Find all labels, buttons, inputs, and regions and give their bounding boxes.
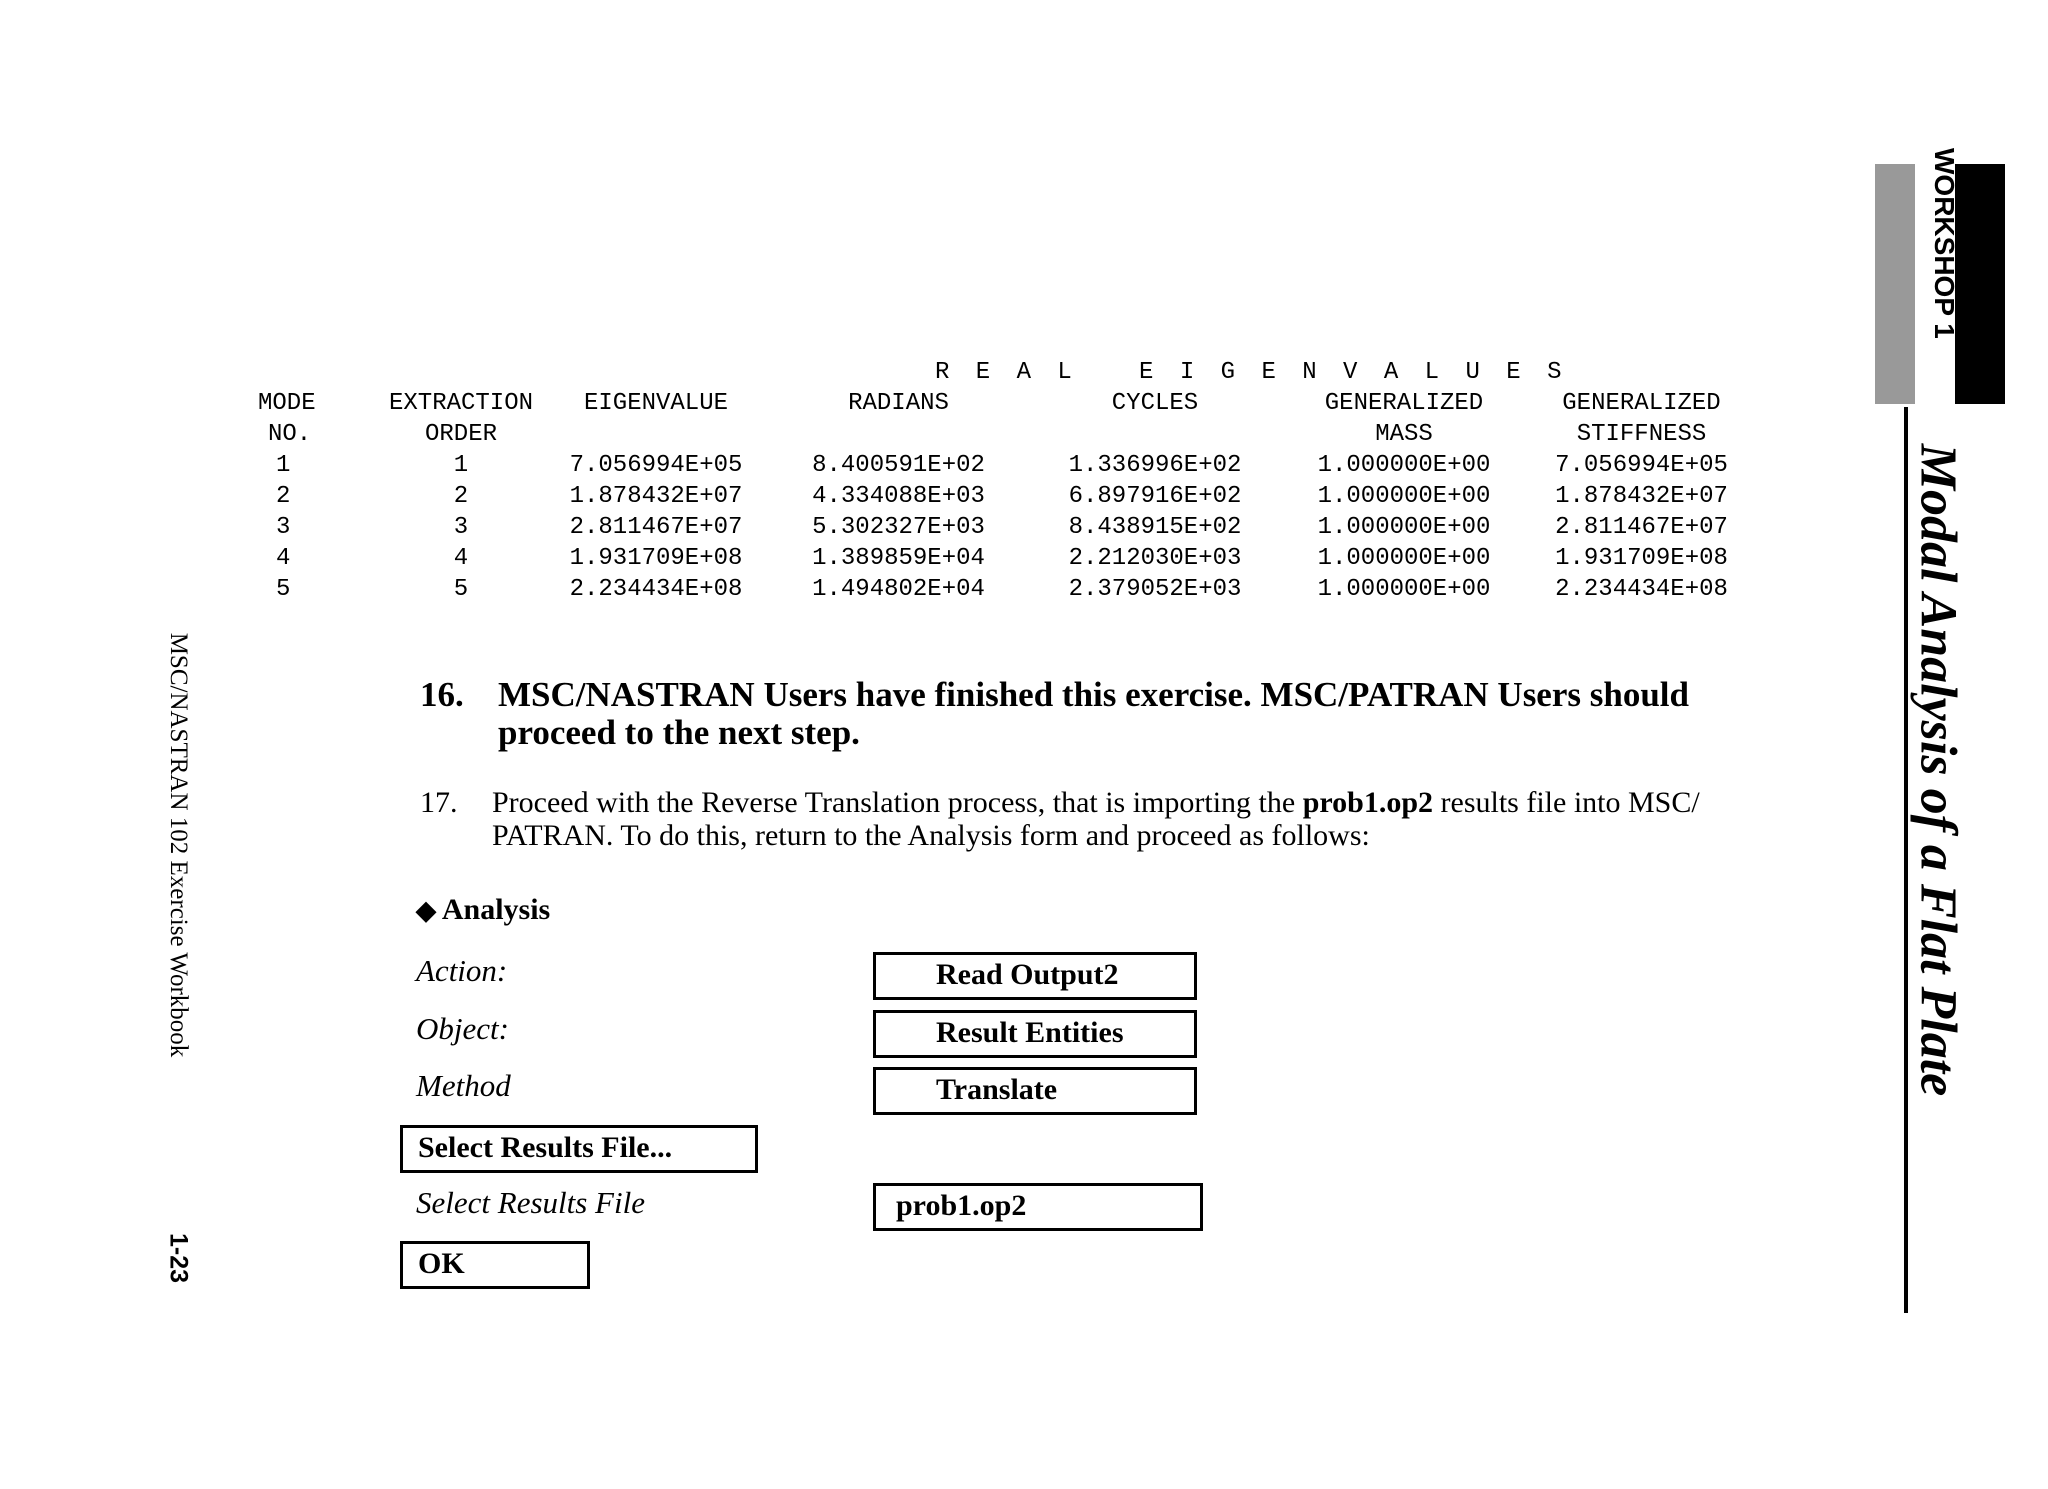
table-cell: 2.811467E+07	[1555, 514, 1728, 541]
table-header-cell	[546, 419, 766, 450]
table-cell: 2.234434E+08	[569, 576, 743, 603]
table-cell: 1.878432E+07	[1555, 483, 1728, 510]
table-row	[256, 481, 1754, 512]
table-cell: 1.000000E+00	[1317, 545, 1491, 572]
action-select[interactable]	[873, 952, 1197, 1000]
table-cell: 5.302327E+03	[812, 514, 985, 541]
table-header-cell: STIFFNESS	[1576, 421, 1707, 448]
results-file-field[interactable]	[873, 1183, 1203, 1231]
table-cell: 2.234434E+08	[1555, 576, 1728, 603]
method-select[interactable]	[873, 1067, 1197, 1115]
table-cell: 7.056994E+05	[1555, 452, 1728, 479]
table-header-cell: RADIANS	[848, 390, 949, 417]
table-row	[256, 543, 1754, 574]
method-label: Method	[416, 1068, 511, 1103]
table-cell: 4.334088E+03	[812, 483, 985, 510]
select-results-file-button-label: Select Results File...	[418, 1131, 673, 1164]
object-label: Object:	[416, 1011, 509, 1046]
table-cell: 3	[453, 514, 469, 541]
analysis-heading-text: Analysis	[441, 893, 551, 926]
table-cell: 4	[276, 545, 291, 572]
method-value: Translate	[936, 1073, 1058, 1106]
table-header-cell: MODE	[258, 390, 316, 417]
table-cell: 1.389859E+04	[812, 545, 985, 572]
table-cell: 7.056994E+05	[569, 452, 743, 479]
table-cell: 1.000000E+00	[1317, 483, 1491, 510]
tab-black-block	[1955, 164, 2005, 404]
table-cell: 3	[276, 514, 291, 541]
table-header-cell	[766, 419, 1031, 450]
table-cell: 2.811467E+07	[569, 514, 743, 541]
tab-gray-block	[1875, 164, 1915, 404]
analysis-heading	[416, 893, 550, 927]
table-cell: 1.000000E+00	[1317, 514, 1491, 541]
table-cell: 1.494802E+04	[812, 576, 985, 603]
table-row	[256, 512, 1754, 543]
select-results-file-button[interactable]	[400, 1125, 758, 1173]
table-cell: 5	[453, 576, 469, 603]
table-header-row	[256, 388, 1754, 419]
vertical-rule	[1904, 407, 1908, 1313]
table-header-cell: NO.	[268, 421, 312, 448]
eigenvalue-table-title: R E A L E I G E N V A L U E S	[935, 359, 1568, 386]
eigenvalue-table	[256, 388, 1754, 605]
page-number: 1-23	[164, 1232, 193, 1284]
step-17-number: 17.	[420, 786, 458, 819]
table-header-cell	[1031, 419, 1279, 450]
step-17	[420, 786, 1760, 852]
step-17-text-after: results file into MSC/ PATRAN. To do this, return to the Analysis form and proceed as follows:	[492, 786, 1700, 852]
table-header-cell: GENERALIZED	[1562, 390, 1721, 417]
table-cell: 1.000000E+00	[1317, 452, 1491, 479]
select-results-file-label: Select Results File	[416, 1185, 645, 1220]
table-header-cell: ORDER	[424, 421, 497, 448]
table-header-row	[256, 419, 1754, 450]
table-row	[256, 574, 1754, 605]
table-cell: 6.897916E+02	[1068, 483, 1242, 510]
step-16-number: 16.	[420, 675, 464, 714]
diamond-bullet-icon: ◆	[416, 896, 436, 925]
action-label: Action:	[416, 953, 508, 988]
page-title: Modal Analysis of a Flat Plate	[1909, 443, 1967, 1097]
table-cell: 2	[453, 483, 469, 510]
step-16-text: MSC/NASTRAN Users have finished this exercise. MSC/PATRAN Users should proceed to the next step.	[498, 675, 1689, 752]
step-17-text-before: Proceed with the Reverse Translation process, that is importing the	[492, 786, 1303, 819]
table-row	[256, 450, 1754, 481]
table-cell: 1.000000E+00	[1317, 576, 1491, 603]
table-cell: 2	[276, 483, 291, 510]
object-value: Result Entities	[936, 1016, 1124, 1049]
step-17-filename: prob1.op2	[1302, 786, 1434, 819]
workbook-title: MSC/NASTRAN 102 Exercise Workbook	[165, 632, 192, 1058]
table-cell: 1.336996E+02	[1068, 452, 1242, 479]
table-cell: 8.438915E+02	[1068, 514, 1242, 541]
table-header-cell: MASS	[1375, 421, 1433, 448]
table-cell: 1.878432E+07	[569, 483, 743, 510]
step-16	[420, 676, 1760, 752]
table-header-cell: GENERALIZED	[1324, 390, 1484, 417]
table-header-cell: EIGENVALUE	[583, 390, 729, 417]
table-cell: 1.931709E+08	[569, 545, 743, 572]
action-value: Read Output2	[936, 958, 1119, 991]
step-17-text	[492, 786, 1760, 852]
table-cell: 8.400591E+02	[812, 452, 985, 479]
table-header-cell: CYCLES	[1111, 390, 1199, 417]
table-cell: 1.931709E+08	[1555, 545, 1728, 572]
table-cell: 4	[453, 545, 469, 572]
object-select[interactable]	[873, 1010, 1197, 1058]
table-cell: 2.212030E+03	[1068, 545, 1242, 572]
ok-button-label: OK	[418, 1247, 465, 1280]
ok-button[interactable]	[400, 1241, 590, 1289]
table-cell: 2.379052E+03	[1068, 576, 1242, 603]
table-cell: 1	[276, 452, 291, 479]
workshop-label: WORKSHOP 1	[1929, 148, 1960, 339]
results-file-value: prob1.op2	[896, 1189, 1027, 1222]
table-cell: 1	[453, 452, 469, 479]
table-header-cell: EXTRACTION	[388, 390, 534, 417]
table-cell: 5	[276, 576, 291, 603]
